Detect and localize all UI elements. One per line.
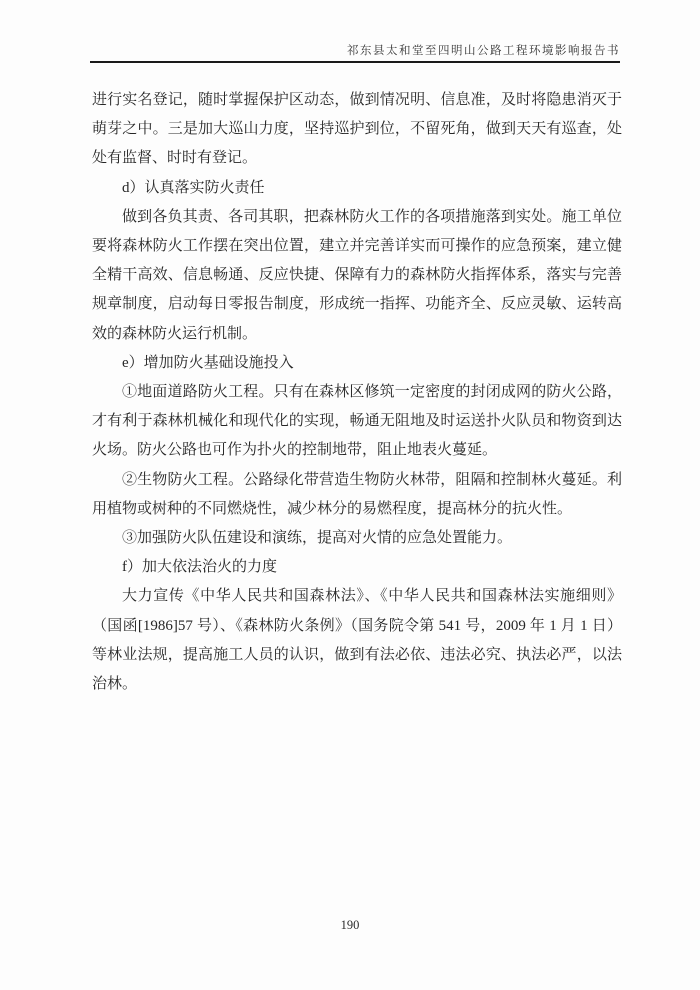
page-footer	[0, 918, 700, 933]
body-paragraph: ①地面道路防火工程。只有在森林区修筑一定密度的封闭成网的防火公路，才有利于森林机械化和现代化的实现，畅通无阻地及时运送扑火队员和物资到达火场。防火公路也可作为扑火的控制地带，阻止地表火蔓延。	[92, 384, 622, 459]
page-number: 190	[340, 918, 360, 932]
document-body	[92, 86, 622, 699]
page-header	[90, 42, 620, 58]
section-heading-e: e）增加防火基础设施投入	[122, 354, 294, 371]
body-paragraph: 大力宣传《中华人民共和国森林法》、《中华人民共和国森林法实施细则》（国函[1986]57 号）、《森林防火条例》（国务院令第 541 号，2009 年 1 月 1 日）等林业法规，提高施工人员的认识，做到有法必依、违法必究、执法必严，以法治林。	[92, 588, 622, 693]
body-paragraph: ②生物防火工程。公路绿化带营造生物防火林带，阻隔和控制林火蔓延。利用植物或树种的不同燃烧性，减少林分的易燃程度，提高林分的抗火性。	[92, 471, 622, 517]
body-paragraph: 做到各负其责、各司其职，把森林防火工作的各项措施落到实处。施工单位要将森林防火工作摆在突出位置，建立并完善详实而可操作的应急预案，建立健全精干高效、信息畅通、反应快捷、保障有力的森林防火指挥体系，落实与完善规章制度，启动每日零报告制度，形成统一指挥、功能齐全、反应灵敏、运转高效的森林防火运行机制。	[92, 208, 622, 342]
body-paragraph: ③加强防火队伍建设和演练，提高对火情的应急处置能力。	[122, 530, 513, 547]
section-heading-f: f）加大依法治火的力度	[122, 559, 277, 576]
section-heading-d: d）认真落实防火责任	[122, 179, 265, 196]
header-title: 祁东县太和堂至四明山公路工程环境影响报告书	[347, 45, 620, 57]
header-rule	[90, 61, 620, 63]
body-paragraph: 进行实名登记，随时掌握保护区动态，做到情况明、信息准，及时将隐患消灭于萌芽之中。三是加大巡山力度，坚持巡护到位，不留死角，做到天天有巡查，处处有监督、时时有登记。	[92, 92, 622, 167]
